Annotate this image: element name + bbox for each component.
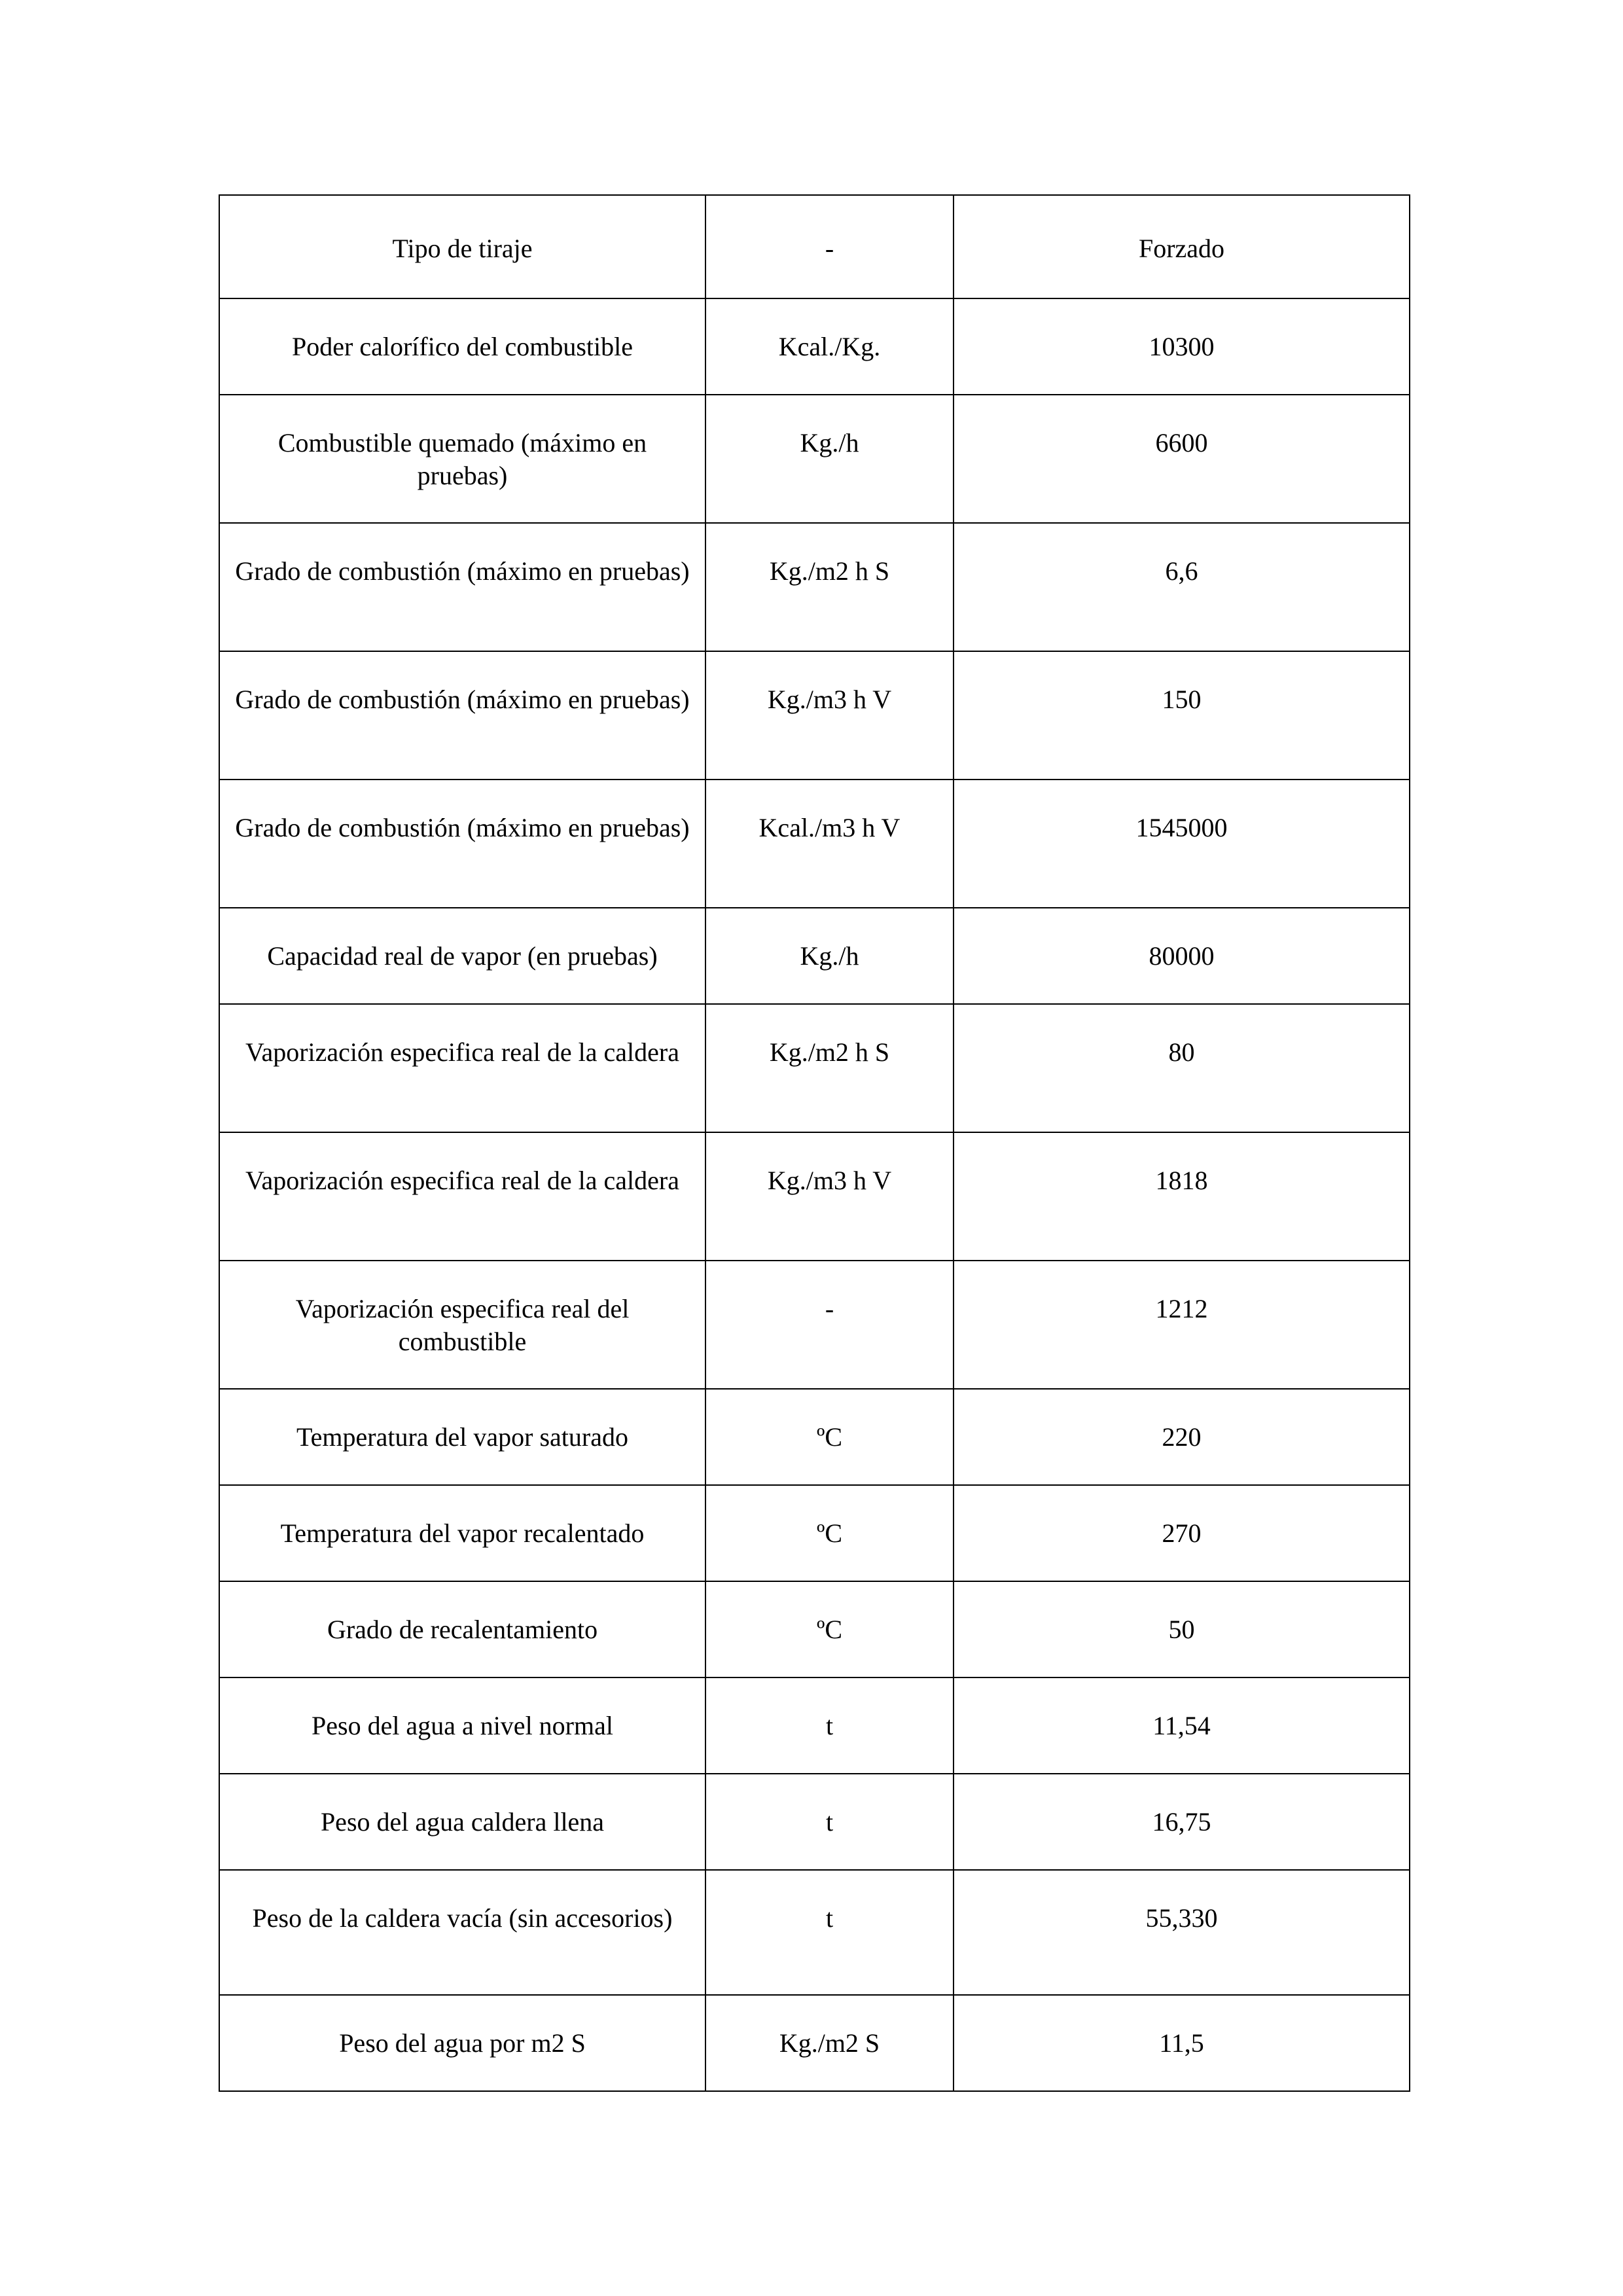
value-cell: 6,6 [954, 523, 1410, 651]
table-row [219, 1132, 1410, 1261]
parameter-cell: Grado de combustión (máximo en pruebas) [219, 523, 705, 651]
parameter-cell: Peso del agua caldera llena [219, 1774, 705, 1870]
parameter-cell: Vaporización especifica real de la caldera [219, 1132, 705, 1261]
value-cell: 55,330 [954, 1870, 1410, 1995]
table-row [219, 1774, 1410, 1870]
unit-cell: ºC [705, 1581, 954, 1677]
parameter-cell: Poder calorífico del combustible [219, 298, 705, 395]
parameter-cell: Temperatura del vapor saturado [219, 1389, 705, 1485]
boiler-spec-table [219, 194, 1410, 2092]
value-cell: 6600 [954, 395, 1410, 523]
table-row [219, 395, 1410, 523]
parameter-cell: Grado de combustión (máximo en pruebas) [219, 651, 705, 780]
table-row [219, 1004, 1410, 1132]
table-row [219, 1485, 1410, 1581]
value-cell: 80 [954, 1004, 1410, 1132]
unit-cell: Kg./h [705, 395, 954, 523]
parameter-cell: Capacidad real de vapor (en pruebas) [219, 908, 705, 1004]
table-row [219, 298, 1410, 395]
table-row [219, 908, 1410, 1004]
unit-cell: Kcal./Kg. [705, 298, 954, 395]
value-cell: 50 [954, 1581, 1410, 1677]
table-row [219, 1995, 1410, 2091]
parameter-cell: Combustible quemado (máximo en pruebas) [219, 395, 705, 523]
table-row [219, 523, 1410, 651]
table-row [219, 1261, 1410, 1389]
parameter-cell: Vaporización especifica real del combustible [219, 1261, 705, 1389]
value-cell: 1212 [954, 1261, 1410, 1389]
parameter-cell: Peso del agua por m2 S [219, 1995, 705, 2091]
unit-cell: - [705, 1261, 954, 1389]
unit-cell: Kg./m2 h S [705, 523, 954, 651]
value-cell: 1545000 [954, 780, 1410, 908]
table-row [219, 1677, 1410, 1774]
value-cell: 11,54 [954, 1677, 1410, 1774]
parameter-cell: Tipo de tiraje [219, 195, 705, 298]
parameter-cell: Grado de recalentamiento [219, 1581, 705, 1677]
unit-cell: Kg./m3 h V [705, 651, 954, 780]
unit-cell: t [705, 1870, 954, 1995]
unit-cell: Kg./m2 S [705, 1995, 954, 2091]
parameter-cell: Vaporización especifica real de la caldera [219, 1004, 705, 1132]
table-row [219, 780, 1410, 908]
unit-cell: Kg./m3 h V [705, 1132, 954, 1261]
value-cell: Forzado [954, 195, 1410, 298]
unit-cell: ºC [705, 1485, 954, 1581]
value-cell: 270 [954, 1485, 1410, 1581]
value-cell: 10300 [954, 298, 1410, 395]
unit-cell: Kcal./m3 h V [705, 780, 954, 908]
table-row [219, 1581, 1410, 1677]
unit-cell: ºC [705, 1389, 954, 1485]
unit-cell: t [705, 1774, 954, 1870]
table-row [219, 195, 1410, 298]
value-cell: 80000 [954, 908, 1410, 1004]
parameter-cell: Grado de combustión (máximo en pruebas) [219, 780, 705, 908]
parameter-cell: Temperatura del vapor recalentado [219, 1485, 705, 1581]
unit-cell: - [705, 195, 954, 298]
table-row [219, 1389, 1410, 1485]
value-cell: 1818 [954, 1132, 1410, 1261]
parameter-cell: Peso del agua a nivel normal [219, 1677, 705, 1774]
unit-cell: Kg./h [705, 908, 954, 1004]
value-cell: 11,5 [954, 1995, 1410, 2091]
value-cell: 16,75 [954, 1774, 1410, 1870]
table-row [219, 651, 1410, 780]
unit-cell: t [705, 1677, 954, 1774]
table-row [219, 1870, 1410, 1995]
parameter-cell: Peso de la caldera vacía (sin accesorios) [219, 1870, 705, 1995]
value-cell: 150 [954, 651, 1410, 780]
value-cell: 220 [954, 1389, 1410, 1485]
unit-cell: Kg./m2 h S [705, 1004, 954, 1132]
